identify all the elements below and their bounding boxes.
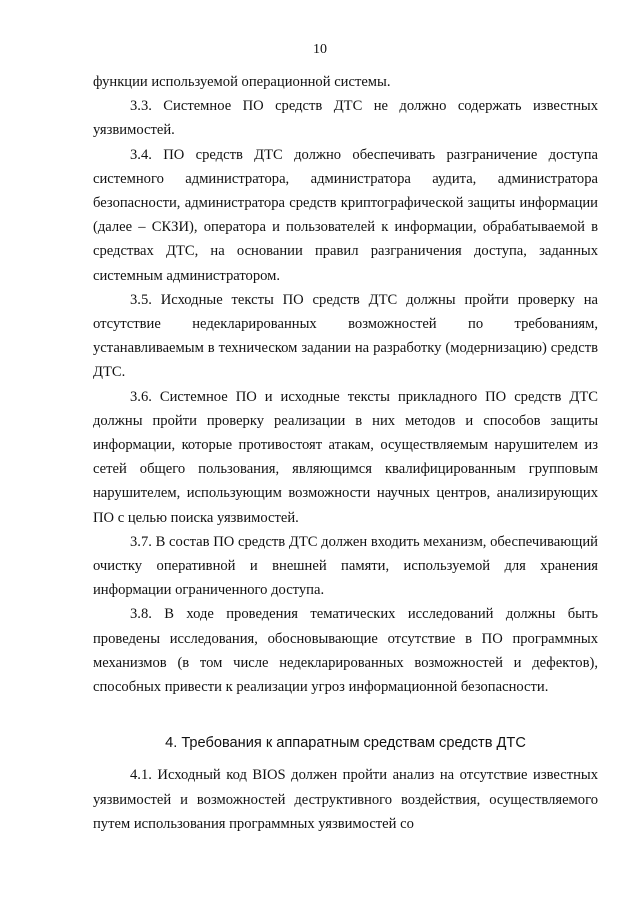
document-body xyxy=(93,70,598,836)
paragraph-3-8: 3.8. В ходе проведения тематических исследований должны быть проведены исследования, обосновывающие отсутствие в ПО программных механизмов (в том числе недекларированных возможностей и дефектов), способных привести к реализации угроз информационной безопасности. xyxy=(93,606,598,696)
paragraph-3-3: 3.3. Системное ПО средств ДТС не должно содержать известных уязвимостей. xyxy=(93,98,598,139)
paragraph-3-7: 3.7. В состав ПО средств ДТС должен входить механизм, обеспечивающий очистку оперативной и внешней памяти, используемой для хранения информации ограниченного доступа. xyxy=(93,533,598,599)
section-heading: 4. Требования к аппаратным средствам средств ДТС xyxy=(165,735,526,752)
paragraph-3-4: 3.4. ПО средств ДТС должно обеспечивать разграничение доступа системного администратора, администратора аудита, администратора безопасности, администратора средств криптографической защиты информации (далее – СКЗИ), оператора и пользователей к информации, обрабатываемой в средствах ДТС, на основании правил разграничения доступа, заданных системным администратором. xyxy=(93,146,598,284)
paragraph-continuation: функции используемой операционной системы. xyxy=(93,74,391,90)
paragraph-3-5: 3.5. Исходные тексты ПО средств ДТС должны пройти проверку на отсутствие недекларированных возможностей по требованиям, устанавливаемым в техническом задании на разработку (модернизацию) средств ДТС. xyxy=(93,291,598,381)
paragraph-4-1: 4.1. Исходный код BIOS должен пройти анализ на отсутствие известных уязвимостей и возможностей деструктивного воздействия, осуществляемого путем использования программных уязвимостей со xyxy=(93,767,598,832)
paragraph-3-6: 3.6. Системное ПО и исходные тексты прикладного ПО средств ДТС должны пройти проверку реализации в них методов и способов защиты информации, которые противостоят атакам, осуществляемым нарушителем из сетей общего пользования, являющимся квалифицированным групповым нарушителем, использующим возможности научных центров, анализирующих ПО с целью поиска уязвимостей. xyxy=(93,388,598,526)
page-number: 10 xyxy=(313,42,327,57)
